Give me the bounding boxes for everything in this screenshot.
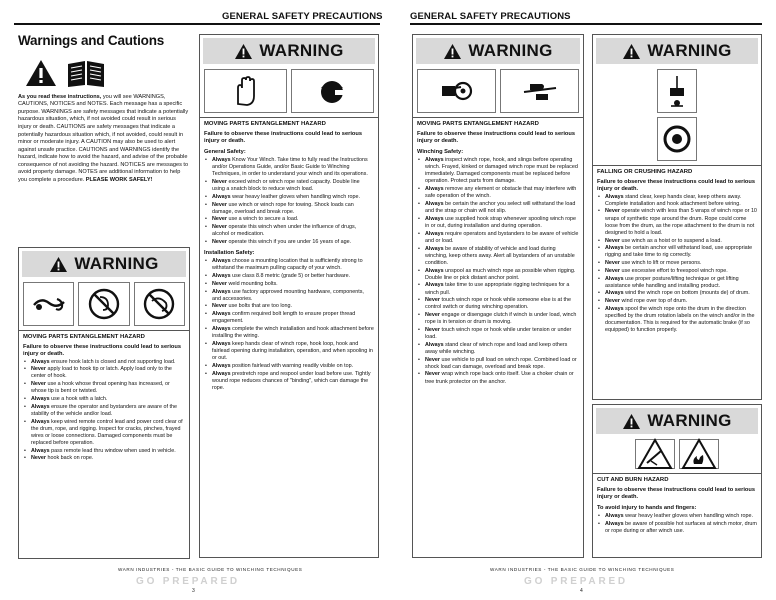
list-item [204,224,374,238]
item-text: prestretch rope and respool under load before use. Tightly wound rope reduces chances of "binding", which can damage the rope. [212,370,371,391]
section-title: GENERAL SAFETY PRECAUTIONS [222,11,383,22]
general-safety-title: General Safety: [204,148,246,155]
list-item [597,245,757,259]
warning-triangle-icon [622,43,641,60]
item-keyword: Always [605,193,624,200]
warning-label: WARNING [259,40,344,60]
warning-label: WARNING [468,40,553,60]
item-text: choose a mounting location that is sufficiently strong to withstand the maximum pulling capacity of your winch. [212,258,363,272]
list-item [204,371,374,392]
item-keyword: Always [212,370,231,377]
item-keyword: Always [212,273,231,280]
item-keyword: Never [605,298,620,305]
item-text: use bolts that are too long. [227,303,293,310]
item-keyword: Always [31,396,50,402]
crushing-drum-icon [657,117,697,161]
item-keyword: Always [212,362,231,369]
intro-icons [24,58,190,88]
item-text: wind the winch rope on bottom (mounts de) of drum. [623,290,750,297]
list-item [597,238,757,245]
list-item [23,419,185,448]
item-text: operate this winch if you are under 16 years of age. [227,239,352,246]
item-keyword: Never [212,216,227,223]
item-text: take time to use appropriate rigging techniques for a winch pull. [425,282,570,296]
winching-safety-title: Winching Safety: [417,148,464,155]
item-text: operate winch with less than 5 wraps of winch rope or 10 wraps of synthetic rope around the drum. Rope could come loose from the drum, as the rope attachment to the drum is not designed to hold a load. [605,208,757,236]
installation-safety-list [200,258,378,392]
failure-notice: Failure to observe these instructions could lead to serious injury or death. [204,130,363,145]
failure-notice: Failure to observe these instructions could lead to serious injury or death. [597,486,756,501]
item-text: use class 8.8 metric (grade 5) or better hardware. [230,273,351,280]
item-text: use supplied hook strap whenever spooling winch rope in or out, during installation and during operation. [425,215,577,230]
item-text: be aware of possible hot surfaces at winch motor, drum or rope during or after winch use. [605,520,757,534]
list-item [204,202,374,216]
item-keyword: Always [605,305,624,312]
failure-notice: Failure to observe these instructions could lead to serious injury or death. [417,130,576,145]
warning-triangle-icon [234,43,253,60]
list-item [597,513,757,520]
item-text: hook back on rope. [46,455,94,462]
item-text: touch winch rope or hook while someone else is at the control switch or during winching operation. [425,297,571,311]
tagline: GO PREPARED [136,576,240,587]
hazard-icons [19,280,189,331]
item-text: stand clear of winch rope and load and keep others away while winching. [425,341,568,355]
warning-banner [203,38,375,64]
list-item [417,282,579,296]
item-keyword: Never [212,280,227,287]
item-keyword: Never [31,366,46,373]
item-keyword: Always [605,245,624,252]
read-manual-icon [66,58,106,88]
item-keyword: Never [212,201,227,208]
list-item [204,239,374,246]
rope-through-hand-icon [500,69,579,113]
list-item [417,297,579,311]
list-item [23,455,185,462]
warning-label: WARNING [74,253,159,273]
hand-entanglement-icon [417,69,496,113]
warning-box-cut-burn [592,404,762,558]
item-text: keep wired remote control lead and power cord clear of the drum, rope, and rigging. Inspect for cracks, pinches, frayed wires or loose connections. Damaged components must be replaced before operation. [31,418,183,446]
list-item [417,246,579,267]
item-text: use a hook with a latch. [49,396,108,402]
warning-banner [596,38,758,64]
list-item [597,194,757,208]
page-number: 3 [192,588,195,594]
item-keyword: Always [212,157,231,164]
warning-banner [596,408,758,434]
item-keyword: Always [605,275,624,282]
warning-triangle-icon [443,43,462,60]
list-item [597,208,757,237]
intro-tail: PLEASE WORK SAFELY! [85,176,153,183]
failure-notice: Failure to observe these instructions could lead to serious injury or death. [23,343,182,358]
intro-lead: As you read these instructions, [18,93,102,100]
page-number: 4 [580,588,583,594]
intro-title: Warnings and Cautions [18,33,165,48]
list-item [417,268,579,282]
item-text: keep hands clear of winch rope, hook loop, hook and fairlead opening during installation, operation, and when spooling in or out. [212,340,373,362]
list-item [417,186,579,200]
no-hook-tip-icon [78,282,129,326]
general-safety-list [200,157,378,246]
item-text: exceed winch or winch rope rated capacity. Double line using a snatch block to reduce winch load. [212,179,360,193]
list-item [204,363,374,370]
list-item [597,306,757,335]
intro-block [18,32,190,232]
item-keyword: Never [212,179,227,186]
item-keyword: Always [605,520,624,527]
installation-safety-title: Installation Safety: [204,249,255,256]
safety-list [593,513,761,535]
no-throat-icon [134,282,185,326]
list-item [417,327,579,341]
item-text: wind rope over top of drum. [620,298,688,305]
warning-label: WARNING [647,410,732,430]
item-keyword: Never [425,326,440,333]
list-item [23,366,185,380]
item-keyword: Never [425,371,440,378]
item-keyword: Always [31,447,50,454]
item-keyword: Always [605,513,624,520]
item-keyword: Never [605,267,620,274]
winching-safety-list [413,157,583,386]
item-text: wrap winch rope back onto itself. Use a choker chain or tree trunk protector on the anchor. [425,371,574,385]
safety-list [593,194,761,335]
burn-hazard-icon [679,439,719,469]
hazard-title: MOVING PARTS ENTANGLEMENT HAZARD [23,334,145,340]
item-keyword: Always [425,215,444,222]
item-keyword: Always [425,267,444,274]
list-item [23,381,185,395]
item-text: use winch or winch rope for towing. Shock loads can damage, overload and break rope. [212,201,354,215]
item-keyword: Never [212,239,227,246]
item-keyword: Always [425,157,444,164]
item-text: be certain the anchor you select will withstand the load and the strap or chain will not slip. [425,201,576,215]
list-item [417,342,579,356]
item-keyword: Always [31,403,50,410]
item-keyword: Always [31,358,50,365]
hazard-icons [413,67,583,118]
list-item [204,216,374,223]
item-text: wear heavy leather gloves when handling winch rope. [230,193,361,200]
list-item [417,231,579,245]
item-keyword: Never [605,208,620,215]
item-keyword: Always [212,258,231,265]
list-item [204,281,374,288]
item-text: apply load to hook tip or latch. Apply load only to the center of hook. [31,366,172,380]
item-text: use winch as a hoist or to suspend a load. [620,237,722,244]
list-item [417,357,579,371]
warning-triangle-icon [622,413,641,430]
warning-label: WARNING [647,40,732,60]
item-text: require operators and bystanders to be aware of vehicle and or load. [425,230,579,244]
warning-box-general [199,34,379,558]
warning-triangle-icon [49,256,68,273]
list-item [597,521,757,535]
item-text: unspool as much winch rope as possible when rigging. Double line or pick distant anchor point. [425,267,576,281]
item-keyword: Never [605,260,620,267]
item-keyword: Always [212,288,231,295]
item-text: use factory approved mounting hardware, components, and accessories. [212,288,364,302]
list-item [204,311,374,325]
item-keyword: Never [425,297,440,304]
hazard-title: CUT AND BURN HAZARD [597,477,669,483]
list-item [204,303,374,310]
item-text: pass remote lead thru window when used in vehicle. [49,447,176,454]
hands-subtitle: To avoid injury to hands and fingers: [597,504,697,511]
list-item [597,298,757,305]
list-item [204,194,374,201]
list-item [417,157,579,186]
item-text: spool the winch rope onto the drum in the direction specified by the drum rotation labels on the winch and/or in the documentation. This is required for the automatic brake (if so equipped) to function properly. [605,305,755,334]
item-text: touch winch rope or hook while under tension or under load. [425,326,572,341]
right-page [388,0,776,600]
item-text: use excessive effort to freespool winch rope. [620,267,728,274]
item-text: ensure the operator and bystanders are aware of the stability of the vehicle and/or load. [31,403,177,417]
warning-box-falling [592,34,762,400]
item-text: stand clear, keep hands clear, keep others away. Complete installation and hook attachment before wiring. [605,193,742,207]
footer-text: WARN INDUSTRIES - THE BASIC GUIDE TO WINCHING TECHNIQUES [490,567,675,572]
list-item [204,341,374,362]
item-text: use vehicle to pull load on winch rope. Combined load or shock load can damage, overload and break rope. [425,356,577,370]
list-item [204,326,374,340]
list-item [597,290,757,297]
item-text: inspect winch rope, hook, and slings before operating winch. Frayed, kinked or damaged winch rope must be replaced immediately. Damaged components must be replaced before operation. Protect parts from damage. [425,157,578,185]
item-keyword: Always [605,290,624,297]
failure-notice: Failure to observe these instructions could lead to serious injury or death. [597,178,756,193]
list-item [204,273,374,280]
item-text: engage or disengage clutch if winch is under load, winch rope is in tension or drum is moving. [425,312,577,326]
hazard-title: MOVING PARTS ENTANGLEMENT HAZARD [417,121,539,127]
section-title: GENERAL SAFETY PRECAUTIONS [410,11,571,22]
section-rule [14,23,380,25]
item-keyword: Always [425,201,444,208]
hand-icon [204,69,287,113]
item-keyword: Always [212,325,231,332]
intro-body: you will see WARNINGS, CAUTIONS, NOTICES and NOTES. Each message has a specific purpose. WARNINGS are safety messages that indicate a potentially hazardous situation, which, if not avoided could result in serious injury or death. CAUTIONS are safety messages that indicate a potentially hazardous situation which, if not avoided, could result in minor or moderate injury. A CAUTION may also be used to alert against unsafe practice. CAUTIONS and WARNINGS identify the hazard, indicate how to avoid the hazard, and advise of the probable consequence of not avoiding the hazard. NOTICES are messages to avoid property damage. NOTES are additional information to help you complete a procedure. [18,93,189,183]
item-text: use a hook whose throat opening has increased, or whose tip is bent or twisted. [31,381,170,395]
hazard-icons [200,67,378,118]
safety-list [19,359,189,463]
list-item [204,179,374,193]
hazard-icons [593,437,761,474]
item-keyword: Never [212,303,227,310]
list-item [597,260,757,267]
footer-text: WARN INDUSTRIES - THE BASIC GUIDE TO WINCHING TECHNIQUES [118,567,303,572]
item-keyword: Always [212,311,231,318]
hazard-icons [593,67,761,166]
intro-paragraph [18,94,190,185]
list-item [597,268,757,275]
list-item [23,359,185,366]
item-text: remove any element or obstacle that may interfere with safe operation of the winch. [425,186,577,200]
list-item [204,157,374,178]
item-keyword: Always [425,282,444,289]
list-item [417,216,579,230]
item-text: be aware of stability of vehicle and load during winching, keep others away. Alert all bystanders of an unstable condition. [425,245,575,266]
item-keyword: Always [425,230,444,237]
list-item [417,312,579,326]
list-item [204,258,374,272]
item-text: use winch to lift or move persons. [620,260,702,267]
item-keyword: Never [605,237,620,244]
item-text: wear heavy leather gloves when handling winch rope. [623,513,754,520]
head-protection-icon [291,69,374,113]
item-text: weld mounting bolts. [227,280,278,287]
item-text: be certain anchor will withstand load, use appropriate rigging and take time to rig correctly. [605,245,753,259]
item-keyword: Never [31,455,46,462]
list-item [23,396,185,403]
item-text: ensure hook latch is closed and not supporting load. [49,358,176,365]
hazard-title: MOVING PARTS ENTANGLEMENT HAZARD [204,121,326,127]
item-keyword: Always [425,341,444,348]
warning-box-winching [412,34,584,558]
section-rule [410,23,762,25]
list-item [597,276,757,290]
tagline: GO PREPARED [524,576,628,587]
item-keyword: Always [31,418,50,425]
cut-hazard-icon [635,439,675,469]
item-text: confirm required bolt length to ensure proper thread engagement. [212,311,356,325]
list-item [23,404,185,418]
item-keyword: Never [425,312,440,319]
falling-load-icon [657,69,697,113]
item-keyword: Always [425,186,444,193]
item-text: Know Your Winch. Take time to fully read the Instructions and/or Operations Guide, and/or Basic Guide to Winching Techniques, in order to understand your winch and its operations. [212,157,368,178]
item-keyword: Never [212,224,227,231]
item-text: use a winch to secure a load. [227,216,299,223]
item-keyword: Always [212,340,231,347]
rope-hook-icon [23,282,74,326]
list-item [417,371,579,385]
item-keyword: Never [425,356,440,363]
warning-banner [22,251,186,277]
list-item [23,448,185,455]
item-keyword: Always [212,193,231,200]
item-keyword: Never [31,381,46,388]
item-keyword: Always [425,245,444,252]
item-text: position fairlead with warning readily visible on top. [230,362,354,369]
warning-banner [416,38,580,64]
item-text: operate this winch when under the influence of drugs, alcohol or medication. [212,224,357,238]
list-item [417,201,579,215]
warning-triangle-icon [24,58,58,88]
item-text: use proper posture/lifting technique or get lifting assistance while handling and installing product. [605,275,739,289]
warning-box-hook [18,247,190,559]
item-text: complete the winch installation and hook attachment before installing the wiring. [212,325,374,340]
list-item [204,289,374,303]
hazard-title: FALLING OR CRUSHING HAZARD [597,169,693,175]
